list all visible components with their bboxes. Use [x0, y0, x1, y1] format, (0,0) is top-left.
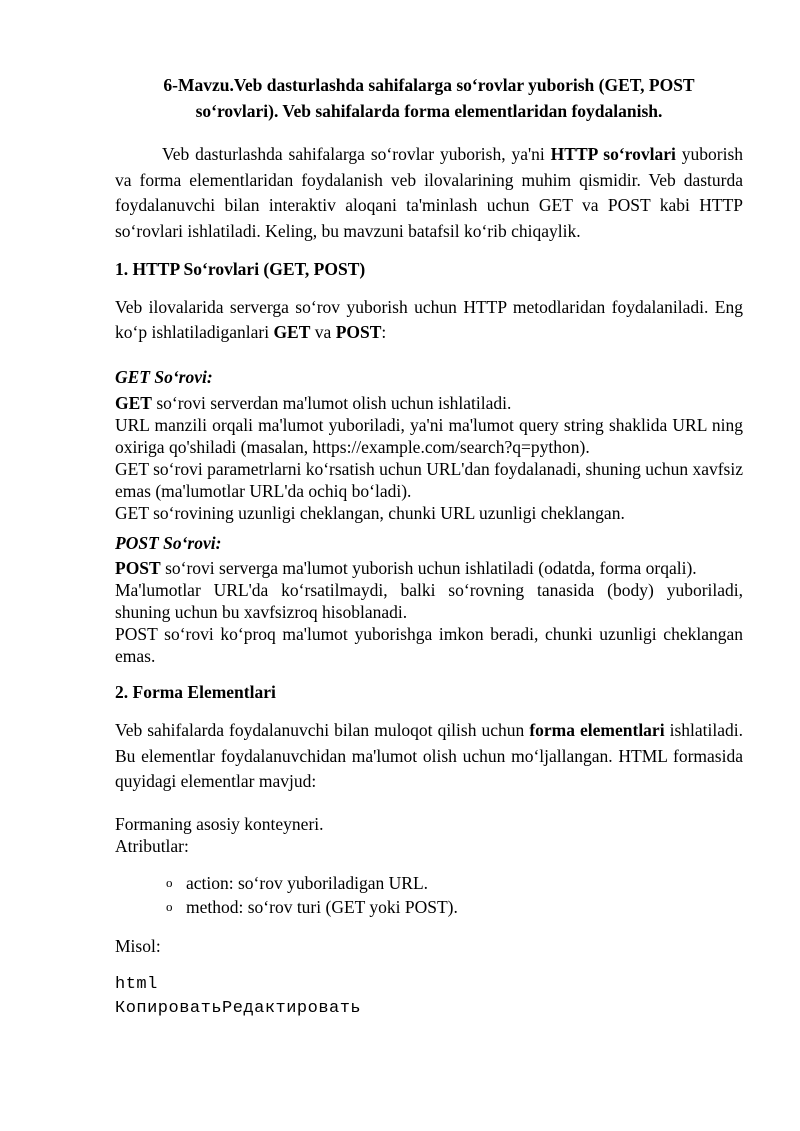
get-term: GET: [273, 322, 311, 343]
intro-bold-term: HTTP so‘rovlari: [550, 144, 676, 164]
section-2-heading: 2. Forma Elementlari: [115, 682, 276, 703]
code-actions: КопироватьРедактировать: [115, 999, 362, 1019]
section-1-text: Veb ilovalarida serverga so‘rov yuborish uchun HTTP metodlaridan foydalaniladi. Eng ko‘p ishlatiladiganlari: [115, 296, 743, 343]
post-line-1: [115, 557, 743, 579]
list-item: [148, 871, 743, 895]
post-term: POST: [335, 322, 382, 343]
section-2-paragraph: [115, 718, 743, 795]
get-line-4: GET so‘rovining uzunligi cheklangan, chunki URL uzunligi cheklangan.: [115, 502, 625, 523]
get-bold: GET: [115, 392, 152, 413]
get-block: [115, 392, 743, 524]
post-line-3: POST so‘rovi ko‘proq ma'lumot yuborishga imkon beradi, chunki uzunligi cheklangan emas.: [115, 624, 743, 667]
post-line-1-text: so‘rovi serverga ma'lumot yuborish uchun ishlatiladi (odatda, forma orqali).: [160, 558, 697, 579]
post-bold: POST: [115, 558, 161, 579]
container-line: Formaning asosiy konteyneri.: [115, 813, 324, 834]
get-line-1-text: so‘rovi serverdan ma'lumot olish uchun ishlatiladi.: [151, 392, 512, 413]
section-2-text-start: Veb sahifalarda foydalanuvchi bilan muloqot qilish uchun: [115, 720, 530, 740]
list-item: [148, 895, 743, 919]
section-2-text-end: ishlatiladi. Bu elementlar foydalanuvchidan ma'lumot olish uchun mo‘ljallangan. HTML formasida quyidagi elementlar mavjud:: [115, 720, 743, 791]
form-elements-term: forma elementlari: [529, 720, 665, 740]
get-line-1: [115, 392, 743, 414]
get-heading: GET So‘rovi:: [115, 366, 213, 387]
title-line-2: so‘rovlari). Veb sahifalarda forma elementlaridan foydalanish.: [195, 101, 663, 121]
section-1-heading: 1. HTTP So‘rovlari (GET, POST): [115, 259, 366, 279]
title-line-1: 6-Mavzu.Veb dasturlashda sahifalarga so‘rovlar yuborish (GET, POST: [163, 75, 695, 95]
form-container-description: [115, 813, 743, 857]
section-1-paragraph: [115, 295, 743, 346]
get-line-3: GET so‘rovi parametrlarni ko‘rsatish uchun URL'dan foydalanadi, shuning uchun xavfsiz emas (ma'lumotlar URL'da ochiq bo‘ladi).: [115, 458, 743, 501]
section-1-colon: :: [381, 322, 387, 343]
intro-text-end: yuborish va forma elementlaridan foydalanish veb ilovalarining muhim qismidir. Veb dasturda foydalanuvchi bilan interaktiv aloqani ta'minlash uchun GET va POST kabi HTTP so‘rovlari ishlatiladi. Keling, bu mavzuni batafsil ko‘rib chiqaylik.: [115, 144, 744, 241]
document-title: [115, 72, 743, 124]
code-block-header: [115, 973, 743, 1021]
attribute-action: action: so‘rov yuboriladigan URL.: [186, 872, 429, 893]
code-language: html: [115, 975, 158, 995]
get-line-2: URL manzili orqali ma'lumot yuboriladi, ya'ni ma'lumot query string shaklida URL ning oxiriga qo'shiladi (masalan, https://example.com/search?q=python).: [115, 414, 743, 457]
attributes-label: Atributlar:: [115, 835, 189, 856]
post-line-2: Ma'lumotlar URL'da ko‘rsatilmaydi, balki so‘rovning tanasida (body) yuboriladi, shuning uchun bu xavfsizroq hisoblanadi.: [115, 580, 743, 623]
document-page: [115, 72, 743, 1021]
circle-bullet-icon: o: [166, 898, 173, 914]
attribute-method: method: so‘rov turi (GET yoki POST).: [186, 896, 458, 917]
attributes-list: [115, 871, 743, 919]
example-label: Misol:: [115, 935, 161, 956]
post-block: [115, 557, 743, 667]
circle-bullet-icon: o: [166, 874, 173, 890]
intro-text-start: Veb dasturlashda sahifalarga so‘rovlar yuborish, ya'ni: [162, 144, 551, 164]
intro-paragraph: [115, 142, 743, 244]
post-heading: POST So‘rovi:: [115, 532, 222, 553]
section-1-conjunction: va: [310, 322, 336, 343]
